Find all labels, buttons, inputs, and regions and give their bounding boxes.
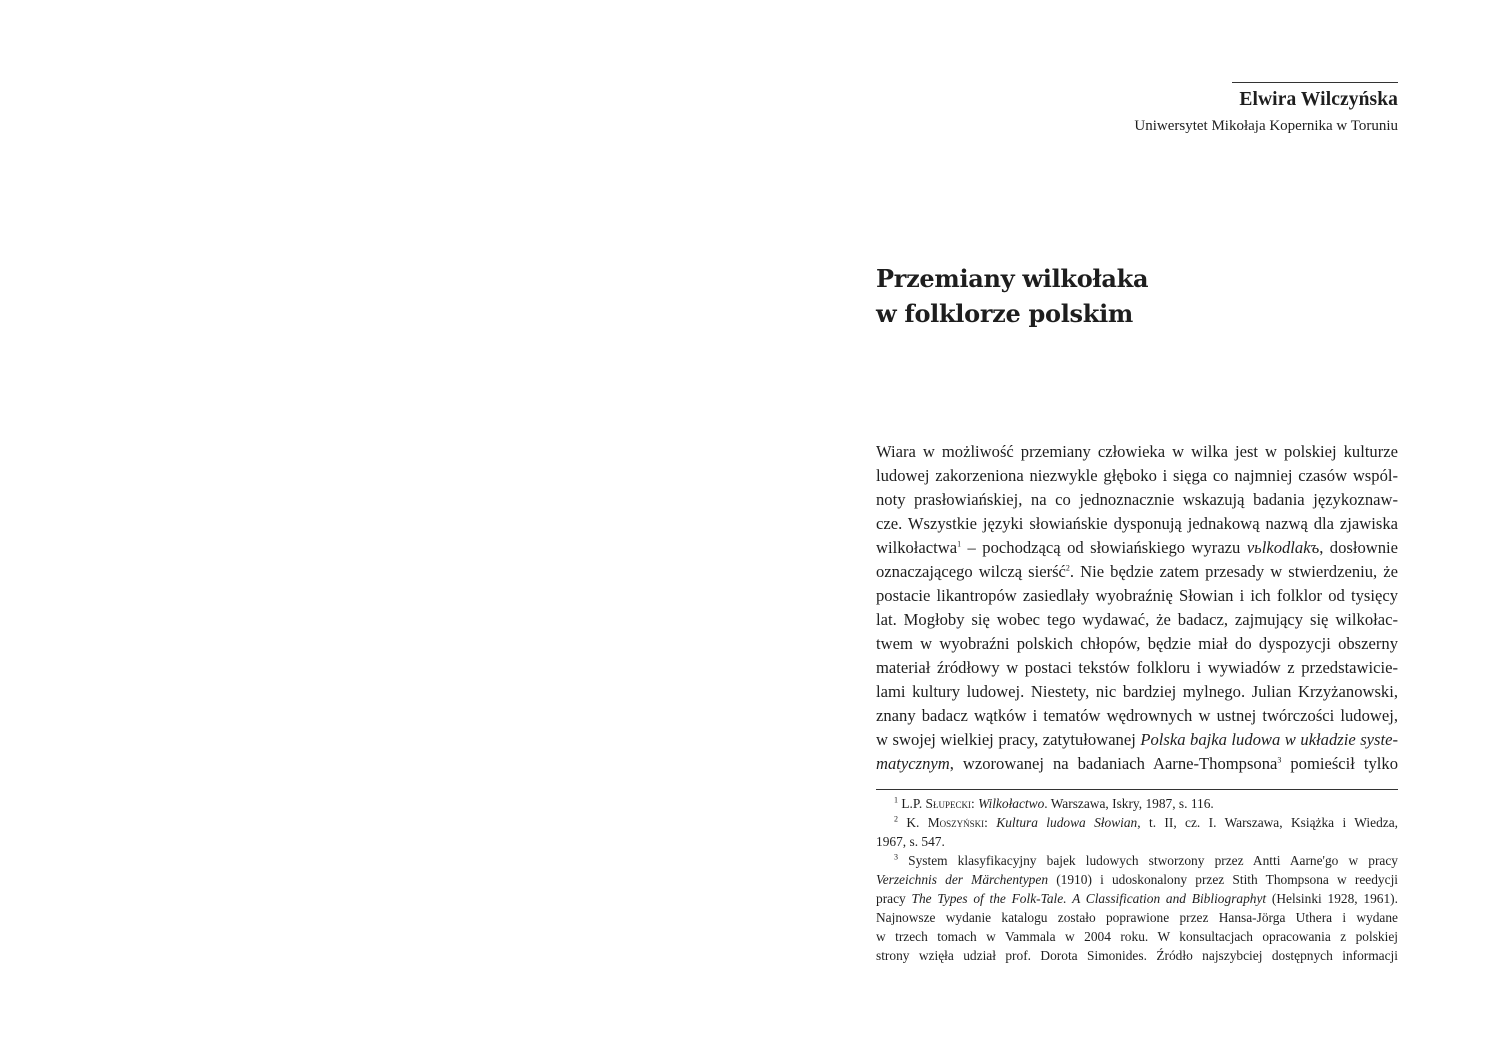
text-run: . Warszawa, Iskry, 1987, s. 116. bbox=[1044, 796, 1214, 811]
text-run: K. bbox=[898, 815, 928, 830]
text-run: postacie likantropów zasiedlały wyobraźnię Słowian i ich folklor od tysięcy bbox=[876, 586, 1398, 605]
body-paragraph bbox=[876, 440, 1398, 776]
text-run: noty prasłowiańskiej, na co jednoznacznie wskazują badania językoznaw- bbox=[876, 490, 1398, 509]
text-run: w swojej wielkiej pracy, zatytułowanej bbox=[876, 730, 1141, 749]
author-surname: Słupecki bbox=[925, 796, 971, 811]
body-line bbox=[876, 584, 1398, 608]
text-run: lat. Mogłoby się wobec tego wydawać, że badacz, zajmujący się wilkołac- bbox=[876, 610, 1398, 629]
footnote-line bbox=[876, 908, 1398, 927]
text-run: lami kultury ludowej. Niestety, nic bardziej mylnego. Julian Krzyżanowski, bbox=[876, 682, 1398, 701]
text-run: ludowej zakorzeniona niezwykle głęboko i sięga co najmniej czasów wspól- bbox=[876, 466, 1398, 485]
text-run: Wiara w możliwość przemiany człowieka w wilka jest w polskiej kulturze bbox=[876, 442, 1398, 461]
text-run: (Helsinki 1928, 1961). bbox=[1266, 891, 1398, 906]
body-line bbox=[876, 536, 1398, 560]
text-run: (1910) i udoskonalony przez Stith Thompsona w reedycji bbox=[1048, 872, 1399, 887]
footnote-line bbox=[876, 870, 1398, 889]
text-run: , dosłownie bbox=[1319, 538, 1399, 557]
text-run: Najnowsze wydanie katalogu zostało poprawione przez Hansa-Jörga Uthera i wydane bbox=[876, 910, 1398, 925]
footnote-marker: 2 bbox=[1065, 563, 1070, 573]
italic-text: matycznym bbox=[876, 754, 950, 773]
italic-text: Kultura ludowa Słowian bbox=[996, 815, 1138, 830]
italic-text: vьlkodlakъ bbox=[1246, 538, 1320, 557]
text-run: , wzorowanej na badaniach Aarne-Thompsona bbox=[949, 754, 1278, 773]
footnote-marker: 3 bbox=[894, 852, 898, 862]
text-run: System klasyfikacyjny bajek ludowych stworzony przez Antti Aarne'go w pracy bbox=[898, 853, 1398, 868]
italic-text: Wilkołactwo bbox=[978, 796, 1045, 811]
right-page bbox=[750, 0, 1500, 1052]
body-line bbox=[876, 560, 1398, 584]
text-run: cze. Wszystkie języki słowiańskie dysponują jednakową nazwą dla zjawiska bbox=[876, 514, 1398, 533]
author-name: Elwira Wilczyńska bbox=[1239, 89, 1398, 110]
body-line bbox=[876, 752, 1398, 776]
author-surname: Moszyński bbox=[927, 815, 985, 830]
author-rule bbox=[1232, 82, 1398, 83]
text-run: 1967, s. 547. bbox=[876, 834, 945, 849]
footnote-rule bbox=[876, 789, 1398, 790]
text-run: oznaczającego wilczą sierść bbox=[876, 562, 1066, 581]
text-run: znany badacz wątków i tematów wędrownych w ustnej twórczości ludowej, bbox=[876, 706, 1398, 725]
text-run: strony wzięła udział prof. Dorota Simonides. Źródło najszybciej dostępnych informacji bbox=[876, 948, 1398, 963]
footnote-line bbox=[876, 813, 1398, 832]
footnote-line bbox=[876, 832, 1398, 851]
article-title bbox=[876, 262, 1148, 331]
text-run: pracy bbox=[876, 891, 912, 906]
text-run: : bbox=[984, 815, 997, 830]
body-line bbox=[876, 632, 1398, 656]
italic-text: Polska bajka ludowa w układzie syste- bbox=[1140, 730, 1398, 749]
author-affiliation: Uniwersytet Mikołaja Kopernika w Toruniu bbox=[1134, 118, 1398, 134]
footnote-line bbox=[876, 851, 1398, 870]
body-line bbox=[876, 656, 1398, 680]
body-line bbox=[876, 704, 1398, 728]
footnotes bbox=[876, 794, 1398, 965]
footnote-marker: 3 bbox=[1277, 755, 1282, 765]
footnote-line bbox=[876, 927, 1398, 946]
body-line bbox=[876, 488, 1398, 512]
text-run: , t. II, cz. I. Warszawa, Książka i Wiedza, bbox=[1137, 815, 1399, 830]
body-line bbox=[876, 608, 1398, 632]
footnote-line bbox=[876, 946, 1398, 965]
text-run: L.P. bbox=[898, 796, 926, 811]
body-line bbox=[876, 728, 1398, 752]
footnote-marker: 1 bbox=[894, 795, 898, 805]
text-run: wilkołactwa bbox=[876, 538, 958, 557]
title-line: w folklorze polskim bbox=[876, 298, 1133, 328]
text-run: pomieścił tylko bbox=[1281, 754, 1398, 773]
footnote-marker: 2 bbox=[894, 814, 898, 824]
footnote-line bbox=[876, 889, 1398, 908]
text-run: . Nie będzie zatem przesady w stwierdzeniu, że bbox=[1069, 562, 1398, 581]
italic-text: Verzeichnis der Märchentypen bbox=[876, 872, 1049, 887]
body-line bbox=[876, 440, 1398, 464]
footnote-marker: 1 bbox=[957, 539, 962, 549]
title-line: Przemiany wilkołaka bbox=[876, 264, 1149, 293]
body-line bbox=[876, 464, 1398, 488]
text-run: – pochodzącą od słowiańskiego wyrazu bbox=[961, 538, 1247, 557]
text-run: materiał źródłowy w postaci tekstów folkloru i wywiadów z przedstawicie- bbox=[876, 658, 1398, 677]
body-line bbox=[876, 512, 1398, 536]
text-run: twem w wyobraźni polskich chłopów, będzie miał do dyspozycji obszerny bbox=[876, 634, 1398, 653]
text-run: : bbox=[971, 796, 979, 811]
text-run: w trzech tomach w Vammala w 2004 roku. W konsultacjach opracowania z polskiej bbox=[876, 929, 1398, 944]
italic-text: The Types of the Folk-Tale. A Classification and Bibliographyt bbox=[911, 891, 1267, 906]
footnote-line bbox=[876, 794, 1398, 813]
body-line bbox=[876, 680, 1398, 704]
